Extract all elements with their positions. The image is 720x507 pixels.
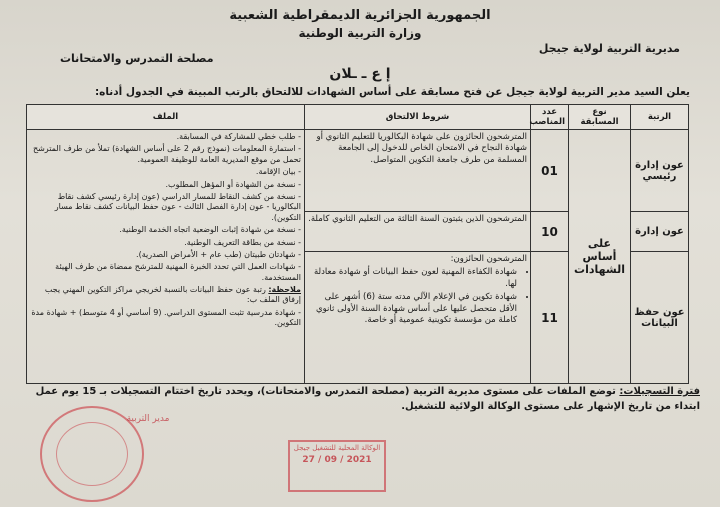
announcement-intro: يعلن السيد مدير التربية لولاية جيجل عن فتح مسابقة على أساس الشهادات للالتحاق بالرتب المبينة في الجدول أدناه: (94, 86, 690, 98)
file-note-label: ملاحظة: (268, 285, 301, 295)
registration-label: فترة التسجيلات: (619, 386, 700, 397)
header-file: الملف (27, 105, 305, 130)
conditions-intro: المترشحون الحائزون: (450, 254, 527, 264)
service-header: مصلحة التمدرس والامتحانات (60, 52, 214, 65)
file-item: - طلب خطي للمشاركة في المسابقة. (176, 132, 301, 141)
positions-cell: 11 (531, 252, 569, 384)
positions-cell: 01 (531, 130, 569, 212)
file-item: - نسخة من الشهادة أو المؤهل المطلوب. (165, 179, 301, 189)
file-item: - شهادتان طبيتان (طب عام + الأمراض الصدرية). (136, 249, 301, 259)
rank-cell: عون إدارة (631, 212, 689, 252)
table-row (27, 130, 689, 212)
header-rank: الرتبة (631, 105, 689, 130)
file-item: - بيان الإقامة. (255, 167, 301, 177)
file-item: - نسخة من بطاقة التعريف الوطنية. (184, 237, 301, 247)
positions-table (26, 104, 689, 384)
list-item: • شهادة الكفاءة المهنية لعون حفظ البيانات أو شهادة معادلة لها. (308, 267, 517, 290)
conditions-cell (305, 252, 531, 384)
file-requirements-cell (27, 130, 305, 384)
rank-cell: عون إدارة رئيسي (631, 130, 689, 212)
file-note-item: - شهادة مدرسية تثبت المستوى الدراسي. (9 أساسي أو 4 متوسط) + شهادة مدة التكوين. (31, 307, 301, 328)
directorate-header: مديرية التربية لولاية جيجل (538, 42, 680, 55)
conditions-cell: المترشحون الذين يثبتون السنة الثالثة من التعليم الثانوي كاملة. (305, 212, 531, 252)
table-header-row (27, 105, 689, 130)
file-note-text: رتبة عون حفظ البيانات بالنسبة لخريجي مراكز التكوين المهني يجب إرفاق الملف ب: (44, 285, 301, 305)
republic-header: الجمهورية الجزائرية الديمقراطية الشعبية (229, 8, 491, 23)
reception-stamp-date: 2021 / 09 / 27 (302, 454, 372, 465)
ministry-header: وزارة التربية الوطنية (298, 26, 422, 40)
file-item: - استمارة المعلومات (نموذج رقم 2 على أساس الشهادة) تملأ من طرف المترشح تحمل من موقع المديرية العامة للوظيفة العمومية. (32, 144, 301, 164)
conditions-list (308, 267, 517, 326)
registration-text: توضع الملفات على مستوى مديرية التربية (مصلحة التمدرس والامتحانات)، ويحدد تاريخ اختتام التسجيلات بـ 15 يوم عمل ابتداء من تاريخ الإشهار على مستوى الوكالة الولائية للتشغيل. (35, 386, 700, 412)
positions-cell: 10 (531, 212, 569, 252)
contest-type-cell: على أساس الشهادات (569, 130, 631, 384)
reception-stamp-agency: الوكالة المحلية للتشغيل جيجل (293, 444, 381, 452)
reception-stamp (288, 440, 386, 492)
file-item: - نسخة من شهادة إثبات الوضعية اتجاه الخدمة الوطنية. (119, 225, 301, 235)
header-contest-type: نوع المسابقة (569, 105, 631, 130)
signature-stamp: مدير التربية (126, 414, 170, 424)
list-item: • شهادة تكوين في الإعلام الآلي مدته ستة (6) أشهر على الأقل متحصل عليها على أساس شهادة السنة الأولى ثانوي كاملة من مؤسسة تكوينية عمومية أو خاصة. (308, 292, 517, 326)
announcement-title: إ ع ـ ـلان (329, 66, 391, 82)
conditions-cell: المترشحون الحائزون على شهادة البكالوريا للتعليم الثانوي أو شهادة النجاح في الامتحان الخاص للدخول إلى الجامعة المسلمة من طرف جامعة التكوين المتواصل. (305, 130, 531, 212)
file-item: - شهادات العمل التي تحدد الخبرة المهنية للمترشح ممضاة من طرف الهيئة المستخدمة. (55, 262, 301, 282)
file-note (30, 285, 301, 306)
file-item: - نسخة من كشف النقاط للمسار الدراسي (عون إدارة رئيسي كشف نقاط البكالوريا - عون إدارة الفصل الثالث - عون حفظ البيانات كشف نقاط مسار التكوين). (54, 191, 301, 222)
header-conditions: شروط الالتحاق (305, 105, 531, 130)
header-positions: عدد المناصب (531, 105, 569, 130)
rank-cell: عون حفظ البيانات (631, 252, 689, 384)
registration-period (20, 384, 700, 414)
